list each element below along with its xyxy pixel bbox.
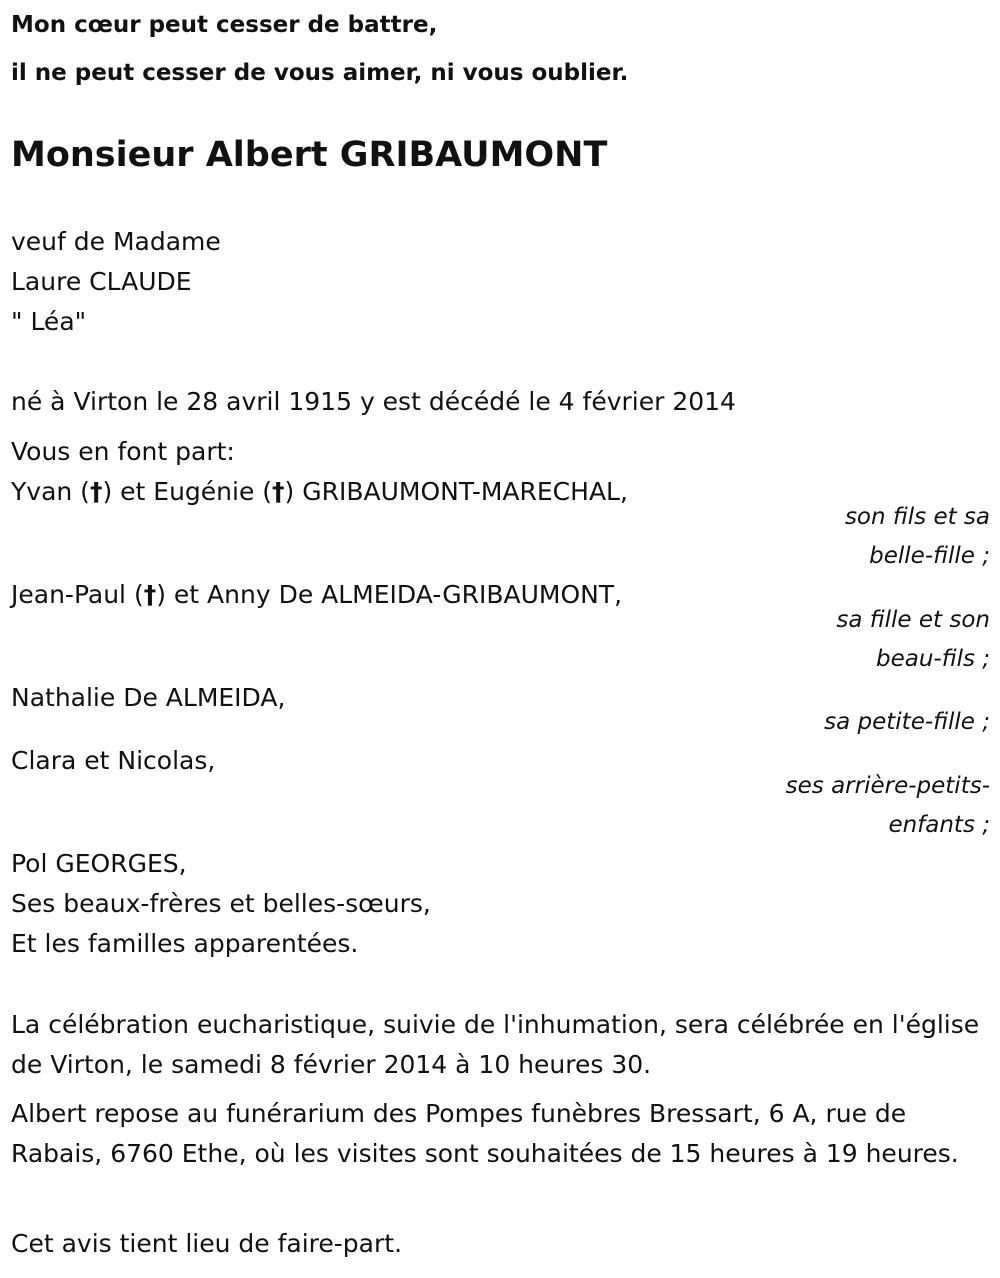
role-4-line-2: enfants ; [888,812,990,838]
role-2-line-2: beau-fils ; [875,646,990,672]
family-entry-3: Nathalie De ALMEIDA, [11,683,286,712]
family-entry-4: Clara et Nicolas, [11,746,216,775]
quote-line-2: il ne peut cesser de vous aimer, ni vous oublier. [11,60,629,86]
quote-line-1: Mon cœur peut cesser de battre, [11,12,438,38]
role-2-line-1: sa fille et son [836,607,990,633]
ceremony-celebration: La célébration eucharistique, suivie de l'inhumation, sera célébrée en l'église de Virton, le samedi 8 février 2014 à 10 heures 30. [11,1010,980,1079]
entry-1-part-2: ) et Eugénie ( [102,477,273,506]
family-role-3: sa petite-fille ; [824,709,990,735]
cross-icon: † [143,580,157,609]
entry-2-part-2: ) et Anny De ALMEIDA-GRIBAUMONT, [156,580,623,609]
entry-1-part-1: Yvan ( [11,477,90,506]
role-1-line-2: belle-fille ; [869,543,990,569]
entry-1-part-3: ) GRIBAUMONT-MARECHAL, [284,477,628,506]
role-1-line-1: son fils et sa [844,504,990,530]
cross-icon: † [89,477,103,506]
birth-death-line: né à Virton le 28 avril 1915 y est décédé le 4 février 2014 [11,387,736,416]
ceremony-visitation: Albert repose au funérarium des Pompes funèbres Bressart, 6 A, rue de Rabais, 6760 Ethe, où les visites sont souhaitées de 15 heures à 19 heures. [11,1099,959,1168]
family-intro: Vous en font part: [11,437,235,466]
family-role-2 [836,601,990,679]
role-4-line-1: ses arrière-petits- [785,773,990,799]
spouse-line-1: veuf de Madame [11,227,221,256]
entry-2-part-1: Jean-Paul ( [11,580,144,609]
deceased-name: Monsieur Albert GRIBAUMONT [11,135,608,175]
family-role-4 [786,767,990,845]
family-entry-2 [11,578,622,612]
spouse-line-2: Laure CLAUDE [11,267,192,296]
family-entry-1 [11,475,628,509]
spouse-nickname: " Léa" [11,307,87,336]
family-other-3: Et les familles apparentées. [11,929,359,958]
family-other-2: Ses beaux-frères et belles-sœurs, [11,889,431,918]
family-other-1: Pol GEORGES, [11,849,187,878]
cross-icon: † [272,477,285,506]
family-role-1 [845,498,990,576]
closing-note: Cet avis tient lieu de faire-part. [11,1229,403,1258]
